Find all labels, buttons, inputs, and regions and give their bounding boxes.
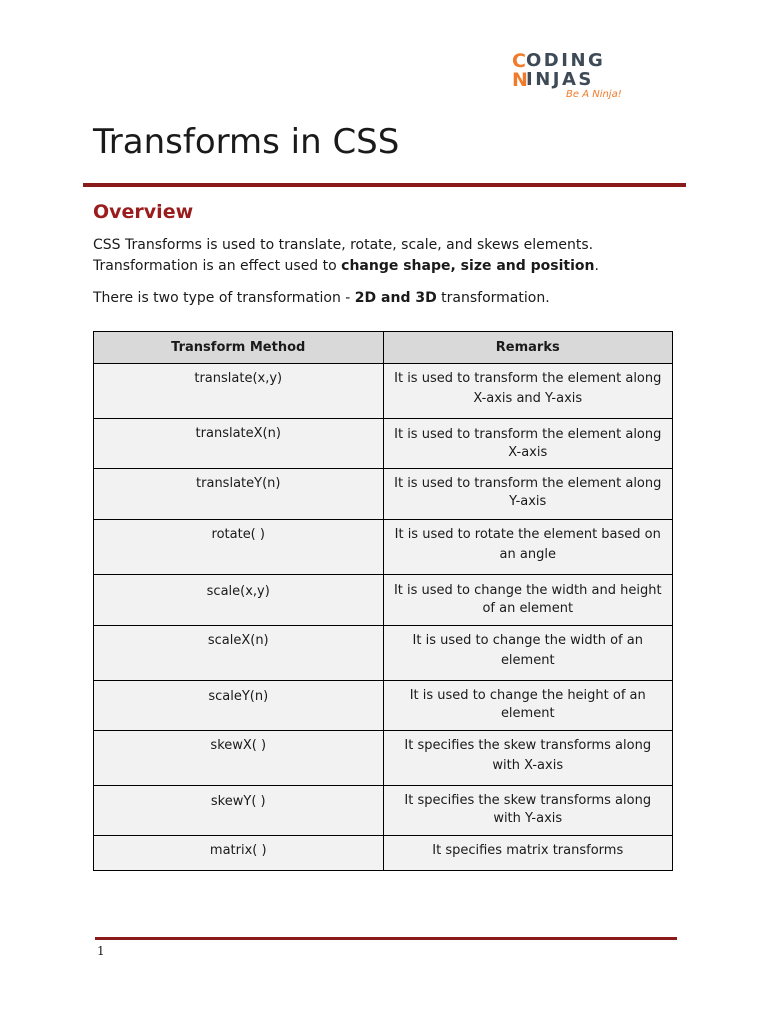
table-row xyxy=(94,419,673,469)
logo-word-ninjas: INJAS xyxy=(526,69,594,90)
remark-cell: It specifies the skew transforms along with Y-axis xyxy=(383,786,673,836)
method-cell: translateY(n) xyxy=(94,469,384,520)
types-text: There is two type of transformation - xyxy=(93,290,355,306)
table-row xyxy=(94,786,673,836)
method-cell: skewY( ) xyxy=(94,786,384,836)
table-row xyxy=(94,836,673,871)
method-cell: rotate( ) xyxy=(94,520,384,575)
table-row xyxy=(94,575,673,626)
header-transform-method: Transform Method xyxy=(94,332,384,364)
table-row xyxy=(94,364,673,419)
method-cell: matrix( ) xyxy=(94,836,384,871)
transformation-types-paragraph xyxy=(93,288,678,309)
overview-text: CSS Transforms is used to translate, rotate, scale, and skews elements. Transformation is an effect used to xyxy=(93,237,594,274)
remark-cell: It is used to transform the element along X-axis xyxy=(383,419,673,469)
remark-cell: It is used to transform the element along Y-axis xyxy=(383,469,673,520)
page-title: Transforms in CSS xyxy=(93,122,400,162)
logo-tagline: Be A Ninja! xyxy=(566,89,622,100)
logo-n-glyph: N xyxy=(512,69,528,91)
method-cell: translateX(n) xyxy=(94,419,384,469)
overview-paragraph xyxy=(93,235,678,277)
footer-divider xyxy=(95,937,677,940)
remark-cell: It is used to change the height of an element xyxy=(383,681,673,731)
overview-text-end: . xyxy=(594,258,599,274)
method-cell: scale(x,y) xyxy=(94,575,384,626)
overview-bold-text: change shape, size and position xyxy=(341,258,595,274)
page-number: 1 xyxy=(97,944,105,958)
table-row xyxy=(94,681,673,731)
table-header-row xyxy=(94,332,673,364)
title-divider xyxy=(83,183,686,187)
table-row xyxy=(94,731,673,786)
remark-cell: It is used to transform the element along X-axis and Y-axis xyxy=(383,364,673,419)
table-row xyxy=(94,520,673,575)
transform-methods-table xyxy=(93,331,673,871)
table-row xyxy=(94,626,673,681)
types-bold-text: 2D and 3D xyxy=(354,290,437,306)
types-text-end: transformation. xyxy=(436,290,550,306)
remark-cell: It specifies matrix transforms xyxy=(383,836,673,871)
method-cell: translate(x,y) xyxy=(94,364,384,419)
remark-cell: It specifies the skew transforms along with X-axis xyxy=(383,731,673,786)
coding-ninjas-logo xyxy=(512,50,630,104)
method-cell: scaleX(n) xyxy=(94,626,384,681)
section-heading-overview: Overview xyxy=(93,201,194,223)
logo-word-coding: ODING xyxy=(526,50,606,71)
remark-cell: It is used to rotate the element based on an angle xyxy=(383,520,673,575)
remark-cell: It is used to change the width of an element xyxy=(383,626,673,681)
logo-c-glyph: C xyxy=(512,50,526,72)
table-row xyxy=(94,469,673,520)
method-cell: scaleY(n) xyxy=(94,681,384,731)
method-cell: skewX( ) xyxy=(94,731,384,786)
header-remarks: Remarks xyxy=(383,332,673,364)
remark-cell: It is used to change the width and height of an element xyxy=(383,575,673,626)
